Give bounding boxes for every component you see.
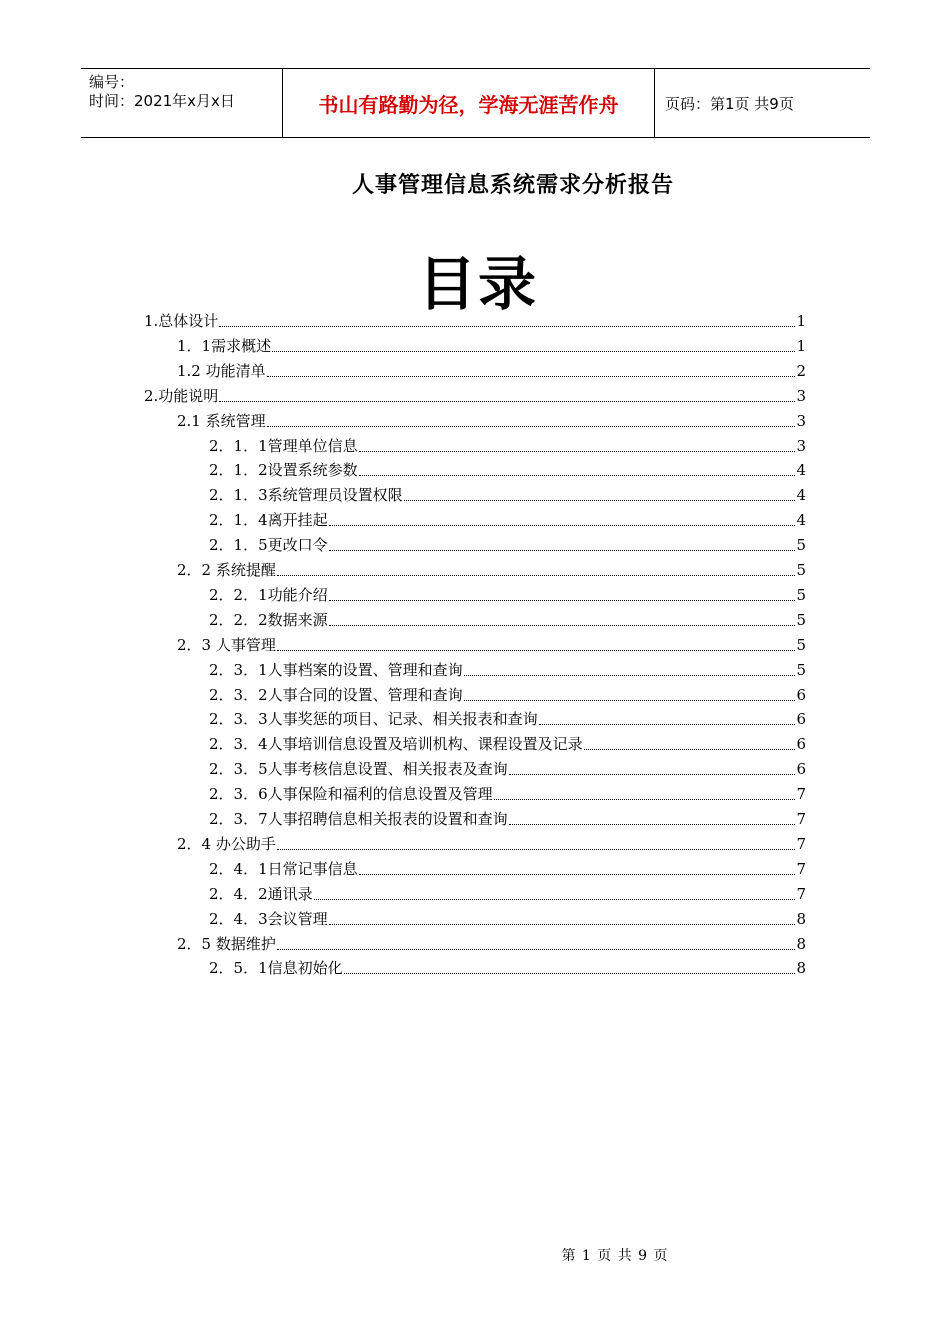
toc-entry-label: 2．4．1日常记事信息 [209, 859, 358, 878]
toc-entry-label: 2．3．3人事奖惩的项目、记录、相关报表和查询 [209, 710, 538, 729]
toc-entry-page: 6 [796, 685, 806, 704]
toc-entry[interactable] [177, 335, 806, 357]
toc-entry[interactable] [177, 634, 806, 656]
toc-entry[interactable] [177, 360, 806, 382]
toc-entry-page: 5 [796, 561, 806, 579]
toc-dot-leader [404, 500, 796, 501]
toc-entry-page: 4 [796, 486, 806, 505]
toc-entry[interactable] [209, 957, 806, 979]
toc-entry-page: 5 [796, 660, 806, 679]
toc-heading: 目录 [417, 250, 538, 318]
toc-dot-leader [359, 475, 796, 476]
toc-entry[interactable] [209, 509, 806, 531]
document-number-label: 编号： [89, 73, 135, 91]
toc-entry-page: 5 [796, 610, 806, 629]
toc-dot-leader [277, 575, 796, 576]
toc-entry-label: 2．5．1信息初始化 [209, 959, 343, 978]
toc-entry[interactable] [209, 659, 806, 681]
toc-dot-leader [314, 899, 796, 900]
toc-entry[interactable] [209, 808, 806, 830]
toc-entry-label: 2．3．6人事保险和福利的信息设置及管理 [209, 785, 493, 804]
toc-entry-label: 2．1．4离开挂起 [209, 511, 328, 530]
toc-entry-label: 2．2 系统提醒 [177, 561, 276, 579]
toc-entry-label: 2．3．4人事培训信息设置及培训机构、课程设置及记录 [209, 735, 583, 754]
page-header [81, 68, 870, 138]
toc-entry-page: 5 [796, 536, 806, 555]
toc-entry[interactable] [177, 559, 806, 581]
toc-entry[interactable] [209, 733, 806, 755]
toc-entry-label: 2．2．2数据来源 [209, 610, 328, 629]
toc-entry[interactable] [177, 833, 806, 855]
toc-entry-label: 2．1．3系统管理员设置权限 [209, 486, 403, 505]
toc-entry-page: 5 [796, 585, 806, 604]
toc-dot-leader [329, 625, 796, 626]
toc-entry[interactable] [209, 883, 806, 905]
toc-entry[interactable] [209, 858, 806, 880]
toc-entry-label: 1．1需求概述 [177, 336, 272, 355]
toc-dot-leader [539, 724, 796, 725]
toc-entry-label: 1.总体设计 [144, 312, 219, 330]
toc-entry-label: 2．3．1人事档案的设置、管理和查询 [209, 660, 463, 679]
toc-entry-page: 8 [796, 934, 806, 953]
toc-entry-page: 4 [796, 511, 806, 530]
toc-entry[interactable] [209, 584, 806, 606]
toc-entry-label: 2．4．2通讯录 [209, 884, 313, 903]
toc-dot-leader [277, 849, 796, 850]
toc-entry[interactable] [209, 534, 806, 556]
toc-entry[interactable] [209, 609, 806, 631]
page-footer: 第 1 页 共 9 页 [561, 1248, 669, 1264]
toc-entry-page: 6 [796, 760, 806, 779]
toc-entry-page: 4 [796, 461, 806, 480]
toc-entry-page: 2 [796, 361, 806, 380]
toc-entry-label: 2．3．2人事合同的设置、管理和查询 [209, 685, 463, 704]
toc-dot-leader [219, 326, 795, 327]
toc-entry-label: 2．2．1功能介绍 [209, 585, 328, 604]
toc-entry[interactable] [209, 684, 806, 706]
toc-dot-leader [464, 700, 796, 701]
toc-entry-label: 2．3．7人事招聘信息相关报表的设置和查询 [209, 810, 508, 828]
toc-entry-label: 2.功能说明 [144, 386, 219, 405]
toc-entry-label: 2．1．1管理单位信息 [209, 436, 358, 455]
toc-entry-page: 7 [796, 834, 806, 853]
toc-entry-label: 2．4．3会议管理 [209, 909, 328, 928]
document-time-label: 时间：2021年x月x日 [89, 92, 235, 110]
toc-entry-page: 5 [796, 635, 806, 654]
toc-entry-page: 8 [796, 959, 806, 978]
toc-entry-page: 7 [796, 884, 806, 903]
toc-dot-leader [329, 525, 796, 526]
toc-dot-leader [272, 351, 795, 352]
toc-entry-label: 2．1．2设置系统参数 [209, 461, 358, 480]
toc-entry[interactable] [209, 435, 806, 457]
toc-dot-leader [359, 451, 796, 452]
toc-entry-page: 3 [796, 386, 806, 405]
toc-entry[interactable] [144, 385, 806, 407]
toc-entry[interactable] [209, 459, 806, 481]
toc-dot-leader [494, 799, 796, 800]
header-meta [81, 69, 282, 137]
toc-dot-leader [329, 550, 796, 551]
toc-entry-page: 3 [796, 411, 806, 430]
toc-entry[interactable] [209, 484, 806, 506]
toc-entry[interactable] [209, 908, 806, 930]
toc-entry[interactable] [177, 410, 806, 432]
toc-entry[interactable] [144, 310, 806, 332]
toc-entry-label: 2．5 数据维护 [177, 934, 276, 953]
toc-entry-page: 1 [796, 312, 806, 330]
toc-dot-leader [277, 949, 796, 950]
toc-dot-leader [329, 924, 796, 925]
toc-entry-label: 2．3 人事管理 [177, 635, 276, 654]
toc-entry[interactable] [177, 933, 806, 955]
toc-entry-label: 2．4 办公助手 [177, 834, 276, 853]
toc-entry-page: 7 [796, 810, 806, 828]
toc-entry-page: 6 [796, 710, 806, 729]
toc-dot-leader [464, 675, 796, 676]
toc-dot-leader [277, 650, 796, 651]
toc-entry-label: 2．3．5人事考核信息设置、相关报表及查询 [209, 760, 508, 779]
toc-entry-page: 7 [796, 785, 806, 804]
toc-entry-label: 2．1．5更改口令 [209, 536, 328, 555]
document-title: 人事管理信息系统需求分析报告 [351, 172, 674, 198]
toc-entry[interactable] [209, 783, 806, 805]
toc-entry[interactable] [209, 708, 806, 730]
toc-entry-label: 2.1 系统管理 [177, 411, 266, 430]
toc-entry[interactable] [209, 758, 806, 780]
toc-entry-label: 1.2 功能清单 [177, 361, 266, 380]
toc-dot-leader [509, 824, 796, 825]
toc-entry-page: 3 [796, 436, 806, 455]
toc-dot-leader [344, 973, 796, 974]
toc-entry-page: 1 [796, 336, 806, 355]
toc-dot-leader [267, 376, 796, 377]
toc-entry-page: 7 [796, 859, 806, 878]
toc-dot-leader [509, 774, 796, 775]
toc-entry-page: 8 [796, 909, 806, 928]
header-motto: 书山有路勤为径，学海无涯苦作舟 [282, 69, 655, 137]
toc-dot-leader [329, 600, 796, 601]
header-page-info: 页码：第1页 共9页 [665, 94, 794, 113]
toc-dot-leader [584, 749, 796, 750]
toc-entry-page: 6 [796, 735, 806, 754]
toc-dot-leader [219, 401, 795, 402]
toc-dot-leader [359, 874, 796, 875]
toc-dot-leader [267, 426, 796, 427]
